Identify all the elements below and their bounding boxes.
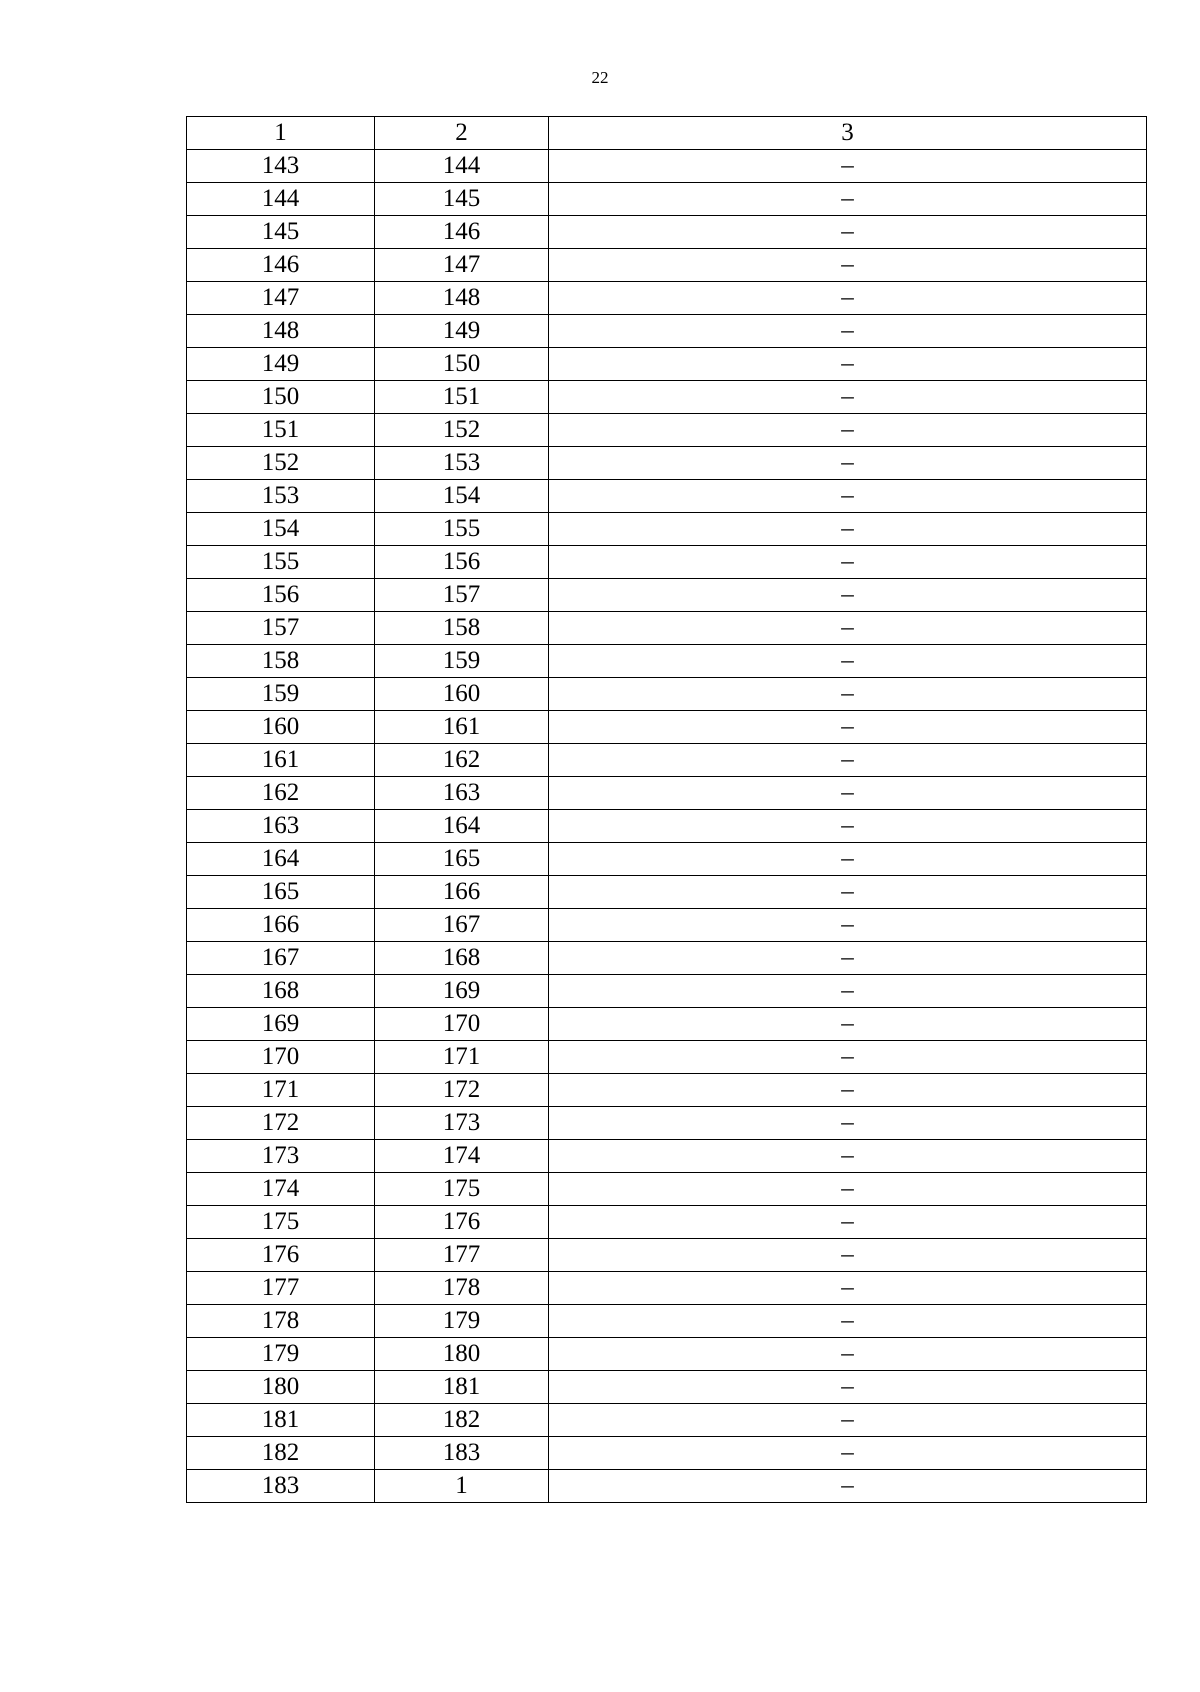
table-cell: 169 xyxy=(375,975,549,1008)
table-row xyxy=(187,183,1147,216)
table-row xyxy=(187,678,1147,711)
table-cell: 180 xyxy=(375,1338,549,1371)
table-cell: 158 xyxy=(187,645,375,678)
table-row xyxy=(187,480,1147,513)
table-row xyxy=(187,414,1147,447)
table-cell: – xyxy=(549,1338,1147,1371)
table-cell: 146 xyxy=(187,249,375,282)
table-cell: – xyxy=(549,744,1147,777)
table-cell: – xyxy=(549,579,1147,612)
table-row xyxy=(187,315,1147,348)
table-row xyxy=(187,744,1147,777)
table-cell: – xyxy=(549,711,1147,744)
table-cell: 182 xyxy=(375,1404,549,1437)
table-row xyxy=(187,216,1147,249)
table-cell: 155 xyxy=(187,546,375,579)
table-cell: – xyxy=(549,777,1147,810)
table-cell: 174 xyxy=(187,1173,375,1206)
table-cell: 154 xyxy=(187,513,375,546)
table-cell: 156 xyxy=(375,546,549,579)
table-row xyxy=(187,645,1147,678)
table-row xyxy=(187,1470,1147,1503)
table-cell: 146 xyxy=(375,216,549,249)
table-cell: – xyxy=(549,1272,1147,1305)
table-cell: 165 xyxy=(375,843,549,876)
table-cell: – xyxy=(549,1074,1147,1107)
table-cell: 164 xyxy=(187,843,375,876)
table-cell: 166 xyxy=(375,876,549,909)
table-cell: – xyxy=(549,1008,1147,1041)
table-cell: 153 xyxy=(187,480,375,513)
table-cell: 150 xyxy=(187,381,375,414)
table-row xyxy=(187,843,1147,876)
table-cell: – xyxy=(549,381,1147,414)
table-cell: 167 xyxy=(187,942,375,975)
header-cell: 2 xyxy=(375,117,549,150)
table-cell: 177 xyxy=(375,1239,549,1272)
table-header-row xyxy=(187,117,1147,150)
table-cell: 163 xyxy=(375,777,549,810)
table-cell: – xyxy=(549,1437,1147,1470)
table-cell: 149 xyxy=(187,348,375,381)
table-row xyxy=(187,810,1147,843)
table-row xyxy=(187,1371,1147,1404)
table-body xyxy=(187,117,1147,1503)
table-cell: 165 xyxy=(187,876,375,909)
table-cell: 159 xyxy=(187,678,375,711)
table-cell: 182 xyxy=(187,1437,375,1470)
table-cell: – xyxy=(549,1305,1147,1338)
table-cell: 156 xyxy=(187,579,375,612)
table-cell: – xyxy=(549,150,1147,183)
table-cell: 179 xyxy=(187,1338,375,1371)
table-cell: – xyxy=(549,282,1147,315)
table-row xyxy=(187,381,1147,414)
table-cell: – xyxy=(549,1173,1147,1206)
table-cell: – xyxy=(549,513,1147,546)
table-cell: – xyxy=(549,1470,1147,1503)
table-cell: 1 xyxy=(375,1470,549,1503)
table-cell: 160 xyxy=(375,678,549,711)
table-cell: 178 xyxy=(187,1305,375,1338)
table-row xyxy=(187,942,1147,975)
table-cell: – xyxy=(549,1107,1147,1140)
table-row xyxy=(187,546,1147,579)
table-cell: 151 xyxy=(187,414,375,447)
table-cell: 162 xyxy=(375,744,549,777)
table-row xyxy=(187,282,1147,315)
table-cell: – xyxy=(549,414,1147,447)
table-cell: 176 xyxy=(187,1239,375,1272)
table-cell: – xyxy=(549,546,1147,579)
table-cell: 170 xyxy=(187,1041,375,1074)
table-row xyxy=(187,1272,1147,1305)
table-cell: – xyxy=(549,249,1147,282)
table-cell: 175 xyxy=(375,1173,549,1206)
table-cell: – xyxy=(549,1206,1147,1239)
data-table xyxy=(186,116,1147,1503)
table-row xyxy=(187,1404,1147,1437)
table-row xyxy=(187,1305,1147,1338)
table-cell: 151 xyxy=(375,381,549,414)
table-cell: 169 xyxy=(187,1008,375,1041)
table-cell: 154 xyxy=(375,480,549,513)
table-cell: 181 xyxy=(375,1371,549,1404)
table-cell: 167 xyxy=(375,909,549,942)
table-cell: – xyxy=(549,1371,1147,1404)
table-cell: – xyxy=(549,909,1147,942)
table-cell: 157 xyxy=(375,579,549,612)
table-cell: – xyxy=(549,678,1147,711)
table-row xyxy=(187,579,1147,612)
table-cell: 152 xyxy=(187,447,375,480)
table-cell: 181 xyxy=(187,1404,375,1437)
table-cell: 161 xyxy=(375,711,549,744)
table-cell: 160 xyxy=(187,711,375,744)
table-cell: – xyxy=(549,645,1147,678)
table-cell: 171 xyxy=(375,1041,549,1074)
header-cell: 1 xyxy=(187,117,375,150)
table-row xyxy=(187,1074,1147,1107)
table-cell: – xyxy=(549,1239,1147,1272)
header-cell: 3 xyxy=(549,117,1147,150)
table-cell: 180 xyxy=(187,1371,375,1404)
table-cell: 157 xyxy=(187,612,375,645)
table-cell: 179 xyxy=(375,1305,549,1338)
table-row xyxy=(187,1206,1147,1239)
table-cell: 172 xyxy=(187,1107,375,1140)
table-cell: 150 xyxy=(375,348,549,381)
table-cell: – xyxy=(549,480,1147,513)
table-row xyxy=(187,150,1147,183)
table-cell: 170 xyxy=(375,1008,549,1041)
table-cell: 176 xyxy=(375,1206,549,1239)
table-row xyxy=(187,909,1147,942)
page-number: 22 xyxy=(591,68,609,87)
table-row xyxy=(187,612,1147,645)
table-row xyxy=(187,975,1147,1008)
table-cell: 172 xyxy=(375,1074,549,1107)
table-cell: 178 xyxy=(375,1272,549,1305)
table-cell: 163 xyxy=(187,810,375,843)
table-cell: – xyxy=(549,447,1147,480)
table-cell: – xyxy=(549,876,1147,909)
table-row xyxy=(187,1107,1147,1140)
table-cell: – xyxy=(549,1404,1147,1437)
table-cell: 144 xyxy=(375,150,549,183)
table-cell: 147 xyxy=(375,249,549,282)
table-row xyxy=(187,1437,1147,1470)
table-cell: 177 xyxy=(187,1272,375,1305)
table-cell: 145 xyxy=(187,216,375,249)
table-row xyxy=(187,513,1147,546)
table-cell: – xyxy=(549,810,1147,843)
table-row xyxy=(187,1173,1147,1206)
table-row xyxy=(187,711,1147,744)
table-cell: 149 xyxy=(375,315,549,348)
table-row xyxy=(187,1041,1147,1074)
table-cell: 158 xyxy=(375,612,549,645)
table-cell: 173 xyxy=(187,1140,375,1173)
table-cell: 183 xyxy=(187,1470,375,1503)
table-cell: 148 xyxy=(187,315,375,348)
table-cell: 153 xyxy=(375,447,549,480)
table-row xyxy=(187,777,1147,810)
table-cell: – xyxy=(549,612,1147,645)
table-cell: – xyxy=(549,975,1147,1008)
table-cell: 168 xyxy=(375,942,549,975)
table-cell: 175 xyxy=(187,1206,375,1239)
table-row xyxy=(187,876,1147,909)
table-row xyxy=(187,1008,1147,1041)
table-cell: – xyxy=(549,183,1147,216)
table-cell: 166 xyxy=(187,909,375,942)
table-cell: – xyxy=(549,315,1147,348)
table-cell: 164 xyxy=(375,810,549,843)
table-cell: 143 xyxy=(187,150,375,183)
table-row xyxy=(187,447,1147,480)
table-cell: – xyxy=(549,1140,1147,1173)
table-cell: 174 xyxy=(375,1140,549,1173)
table-row xyxy=(187,1140,1147,1173)
table-cell: 147 xyxy=(187,282,375,315)
table-cell: 173 xyxy=(375,1107,549,1140)
table-cell: – xyxy=(549,216,1147,249)
table-cell: – xyxy=(549,843,1147,876)
table-cell: 145 xyxy=(375,183,549,216)
table-cell: – xyxy=(549,942,1147,975)
table-cell: 171 xyxy=(187,1074,375,1107)
table-cell: 183 xyxy=(375,1437,549,1470)
table-cell: 159 xyxy=(375,645,549,678)
table-row xyxy=(187,1239,1147,1272)
table-cell: 161 xyxy=(187,744,375,777)
table-cell: 152 xyxy=(375,414,549,447)
table-cell: – xyxy=(549,1041,1147,1074)
table-cell: 144 xyxy=(187,183,375,216)
table-cell: 168 xyxy=(187,975,375,1008)
table-row xyxy=(187,249,1147,282)
table-cell: 148 xyxy=(375,282,549,315)
table-cell: – xyxy=(549,348,1147,381)
table-row xyxy=(187,348,1147,381)
table-cell: 162 xyxy=(187,777,375,810)
table-cell: 155 xyxy=(375,513,549,546)
table-row xyxy=(187,1338,1147,1371)
